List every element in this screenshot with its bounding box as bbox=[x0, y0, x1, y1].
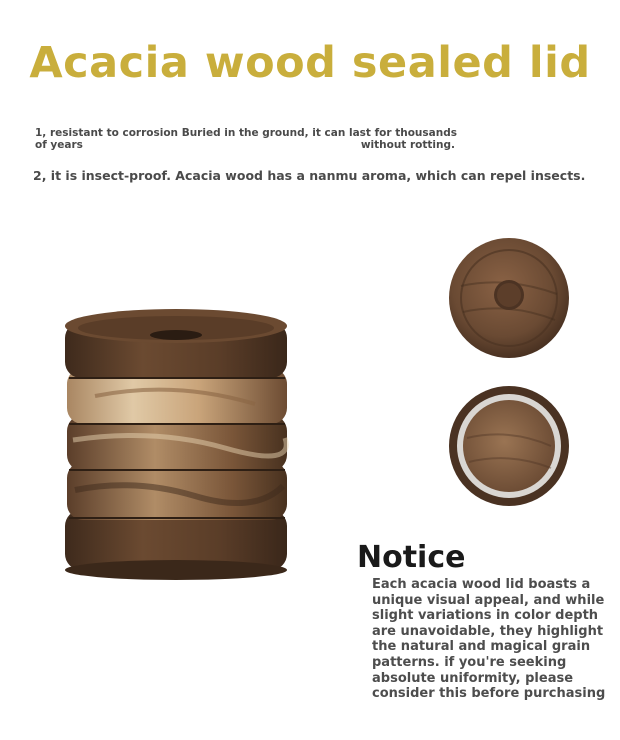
feature-corrosion-text-continued: without rotting. bbox=[360, 139, 455, 151]
notice-body-text: Each acacia wood lid boasts a unique visual appeal, and while slight variations in color depth are unavoidable, they highlight the natural and magical grain patterns. if you're seeking absolute uniformity, please consider this before purchasing bbox=[372, 577, 606, 702]
lid-top-view-image bbox=[447, 236, 571, 360]
feature-insect-proof-text: 2, it is insect-proof. Acacia wood has a nanmu aroma, which can repel insects. bbox=[33, 168, 586, 183]
page-title: Acacia wood sealed lid bbox=[29, 38, 591, 88]
feature-corrosion-text: 1, resistant to corrosion Buried in the ground, it can last for thousands of years bbox=[35, 127, 457, 151]
lid-bottom-view-image bbox=[447, 384, 571, 508]
notice-heading: Notice bbox=[357, 540, 466, 575]
stacked-lids-image bbox=[55, 300, 295, 585]
